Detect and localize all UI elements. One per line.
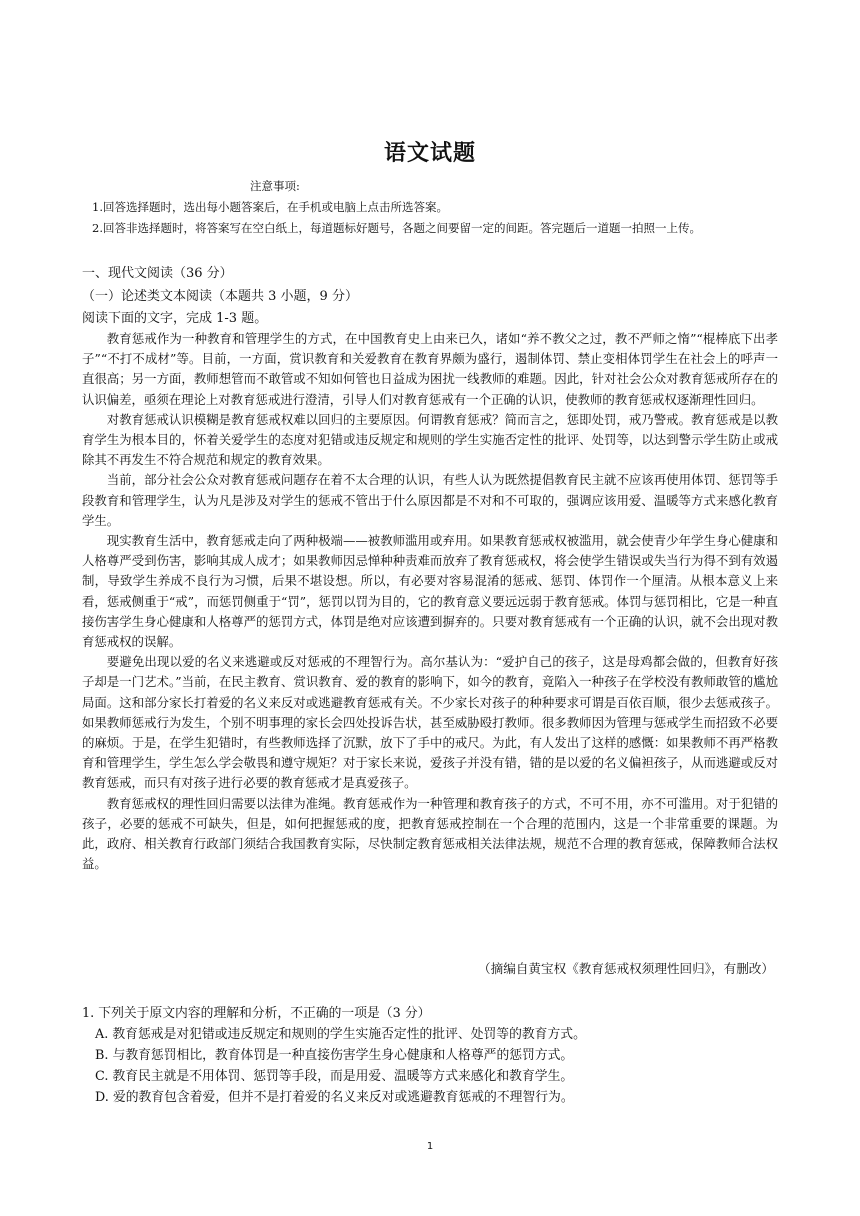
passage-paragraph: 现实教育生活中，教育惩戒走向了两种极端——被教师滥用或弃用。如果教育惩戒权被滥用，就会使青少年学生身心健康和人格尊严受到伤害，影响其成人成才；如果教师因忌惮种种责难而放弃了教育惩戒权，将会使学生错误或失当行为得不到有效遏制，导致学生养成不良行为习惯，后果不堪设想。所以，有必要对容易混淆的惩戒、惩罚、体罚作一个厘清。从根本意义上来看，惩戒侧重于“戒”，而惩罚侧重于“罚”，惩罚以罚为目的，它的教育意义要远远弱于教育惩戒。体罚与惩罚相比，它是一种直接伤害学生身心健康和人格尊严的惩罚方式，体罚是绝对应该遭到摒弃的。只要对教育惩戒有一个正确的认识，就不会出现对教育惩戒权的误解。	[82, 533, 778, 650]
question-1	[82, 1003, 782, 1108]
passage-paragraph: 对教育惩戒认识模糊是教育惩戒权难以回归的主要原因。何谓教育惩戒？简而言之，惩即处罚，戒乃警戒。教育惩戒是以教育学生为根本目的，怀着关爱学生的态度对犯错或违反规定和规则的学生实施否定性的批评、处罚等，以达到警示学生防止或戒除其不再发生不符合规范和规定的教育效果。	[82, 411, 778, 468]
page-number: 1	[426, 1141, 434, 1152]
part-heading: 一、现代文阅读（36 分）	[82, 266, 233, 281]
instruction-text: 阅读下面的文字，完成 1-3 题。	[82, 311, 268, 326]
notes-item: 1.回答选择题时，选出每小题答案后，在手机或电脑上点击所选答案。	[92, 200, 448, 214]
passage-paragraph: 要避免出现以爱的名义来逃避或反对惩戒的不理智行为。高尔基认为：“爱护自己的孩子，这是母鸡都会做的，但教育好孩子却是一门艺术。”当前，在民主教育、赏识教育、爱的教育的影响下，如今的教育，竟陷入一种孩子在学校没有教师敢管的尴尬局面。这和部分家长打着爱的名义来反对或逃避教育惩戒有关。不少家长对孩子的种种要求可谓是百依百顺，很少去惩戒孩子。如果教师惩戒行为发生，个别不明事理的家长会四处投诉告状，甚至威胁殴打教师。很多教师因为管理与惩戒学生而招致不必要的麻烦。于是，在学生犯错时，有些教师选择了沉默，放下了手中的戒尺。为此，有人发出了这样的感慨：如果教师不再严格教育和管理学生，学生怎么学会敬畏和遵守规矩？对于家长来说，爱孩子并没有错，错的是以爱的名义偏袒孩子，从而逃避或反对教育惩戒，而只有对孩子进行必要的教育惩戒才是真爱孩子。	[82, 654, 778, 791]
option-c[interactable]: C. 教育民主就是不用体罚、惩罚等手段，而是用爱、温暖等方式来感化和教育学生。	[95, 1069, 574, 1084]
option-a[interactable]: A. 教育惩戒是对犯错或违反规定和规则的学生实施否定性的批评、处罚等的教育方式。	[95, 1027, 586, 1042]
passage-paragraph: 教育惩戒权的理性回归需要以法律为准绳。教育惩戒作为一种管理和教育孩子的方式，不可不用，亦不可滥用。对于犯错的孩子，必要的惩戒不可缺失，但是，如何把握惩戒的度，把教育惩戒控制在一个合理的范围内，这是一个非常重要的课题。为此，政府、相关教育行政部门须结合我国教育实际，尽快制定教育惩戒相关法律法规，规范不合理的教育惩戒，保障教师合法权益。	[82, 795, 778, 872]
notes-heading: 注意事项:	[250, 179, 300, 193]
notes-block	[92, 176, 792, 239]
question-stem: 1. 下列关于原文内容的理解和分析，不正确的一项是（3 分）	[82, 1006, 431, 1021]
passage-paragraph: 教育惩戒作为一种教育和管理学生的方式，在中国教育史上由来已久，诸如“养不教父之过，教不严师之惰”“棍棒底下出孝子”“不打不成材”等。目前，一方面，赏识教育和关爱教育在教育界颇为盛行，遏制体罚、禁止变相体罚学生在社会上的呼声一直很高；另一方面，教师想管而不敢管或不知如何管也日益成为困扰一线教师的难题。因此，针对社会公众对教育惩戒所存在的认识偏差，亟须在理论上对教育惩戒进行澄清，引导人们对教育惩戒有一个正确的认识，使教师的教育惩戒权逐渐理性回归。	[82, 331, 778, 407]
option-b[interactable]: B. 与教育惩罚相比，教育体罚是一种直接伤害学生身心健康和人格尊严的惩罚方式。	[95, 1048, 574, 1063]
reading-passage	[82, 329, 778, 874]
notes-item: 2.回答非选择题时，将答案写在空白纸上，每道题标好题号，各题之间要留一定的间距。答完题后一道题一拍照一上传。	[92, 221, 701, 235]
page-title: 语文试题	[383, 141, 476, 166]
passage-paragraph: 当前，部分社会公众对教育惩戒问题存在着不太合理的认识，有些人认为既然提倡教育民主就不应该再使用体罚、惩罚等手段教育和管理学生，认为凡是涉及对学生的惩戒不管出于什么原因都是不对和不可取的，强调应该用爱、温暖等方式来感化教育学生。	[82, 472, 778, 528]
subsection-heading: （一）论述类文本阅读（本题共 3 小题，9 分）	[82, 289, 358, 304]
source-citation: （摘编自黄宝权《教育惩戒权须理性回归》，有删改）	[478, 961, 774, 976]
option-d[interactable]: D. 爱的教育包含着爱，但并不是打着爱的名义来反对或逃避教育惩戒的不理智行为。	[95, 1090, 574, 1105]
